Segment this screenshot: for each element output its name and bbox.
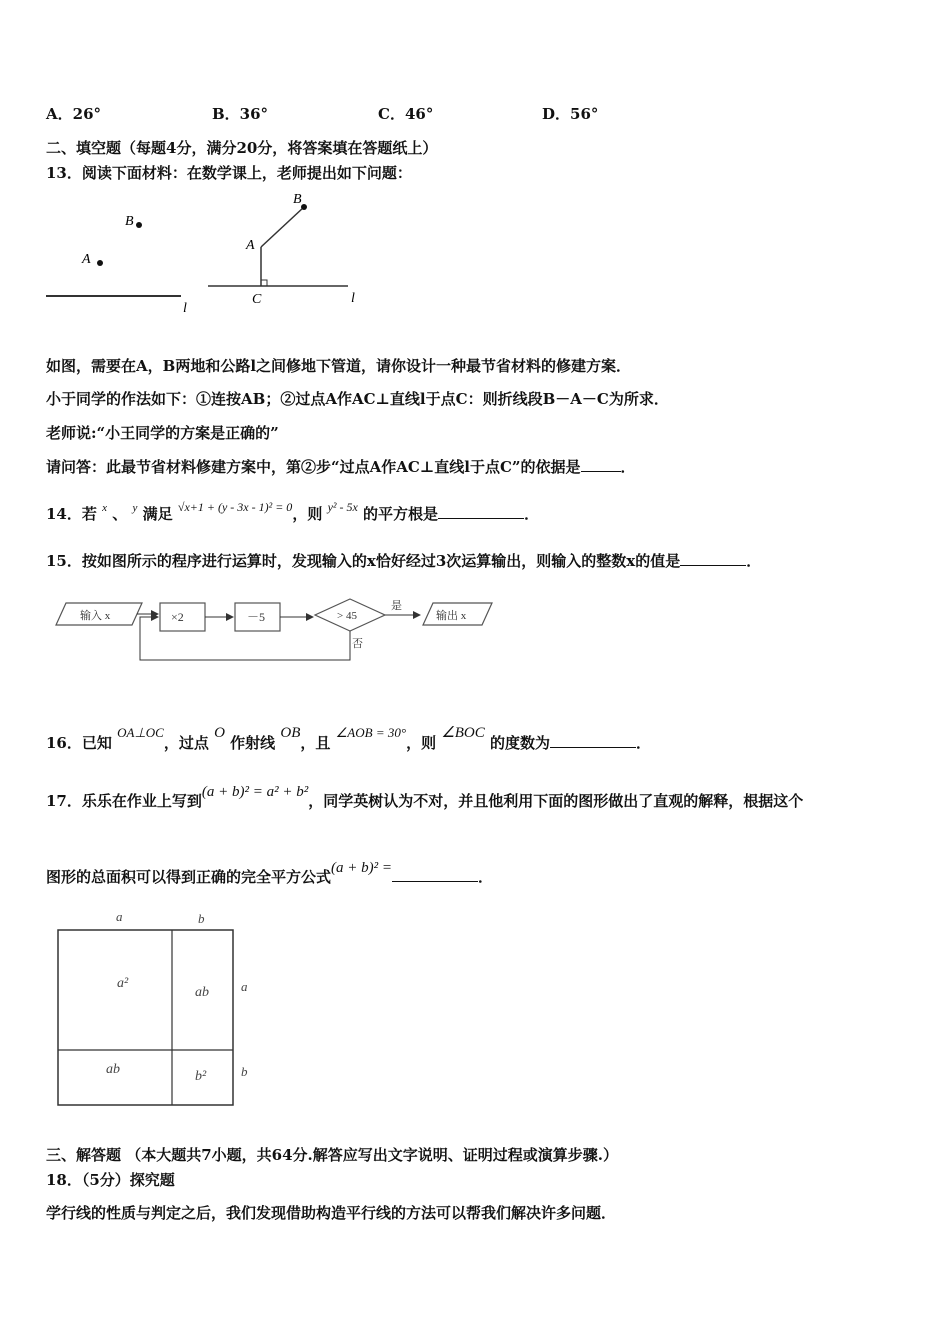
cell-a-squared: a²	[117, 976, 129, 991]
q16-mid1: ，过点	[163, 734, 209, 752]
right-point-c-label: C	[252, 292, 262, 307]
flow-times2-label: ×2	[171, 610, 184, 624]
right-line-label: l	[351, 291, 355, 306]
option-a: A．26°	[46, 105, 102, 123]
figure-right-b: b	[241, 1064, 248, 1079]
q14-answer-blank	[438, 504, 524, 519]
q14-then: ，则	[292, 505, 323, 523]
q16-mid4: ，则	[406, 734, 437, 752]
q17-line2-text: 图形的总面积可以得到正确的完全平方公式	[46, 868, 332, 886]
q15-line	[46, 550, 761, 571]
q14-end: ．	[524, 505, 540, 523]
q17-line2	[46, 860, 494, 887]
flow-compare-label: > 45	[337, 610, 357, 622]
q14-var-x: x	[102, 502, 107, 514]
q13-line4	[46, 456, 636, 477]
q16-end: ．	[636, 734, 652, 752]
q17-expression2: (a + b)² =	[331, 860, 392, 876]
q14-suffix: 的平方根是	[363, 505, 439, 523]
q14-mid: 满足	[142, 505, 173, 523]
section2-heading: 二、填空题（每题4分，满分20分，将答案填在答题纸上）	[46, 139, 438, 157]
flow-no-label: 否	[352, 638, 363, 650]
q16-expression3: ∠BOC	[441, 725, 485, 741]
left-point-a-label: A	[82, 252, 91, 267]
segment-ab	[261, 207, 304, 247]
right-point-b-label: B	[293, 192, 302, 207]
q17-prefix: 17．乐乐在作业上写到	[46, 792, 202, 810]
q16-ray: OB	[280, 725, 301, 741]
q15-answer-blank	[680, 551, 746, 566]
cell-ab-right: ab	[195, 985, 209, 1000]
q14-prefix: 14．若	[46, 505, 97, 523]
q13-answer-blank	[581, 457, 621, 472]
q17-line1	[46, 784, 804, 811]
right-point-b-dot	[301, 204, 307, 210]
q16-expression1: OA⊥OC	[117, 725, 164, 740]
q14-line	[46, 500, 540, 524]
q13-line3: 老师说:“小王同学的方案是正确的”	[46, 424, 279, 442]
q17-answer-blank	[392, 867, 478, 882]
flow-output-label: 输出 x	[436, 610, 467, 622]
q15-flowchart	[50, 595, 500, 665]
cell-b-squared: b²	[195, 1069, 207, 1084]
q14-expression: √x+1 + (y - 3x - 1)² = 0	[177, 500, 293, 514]
q17-expression1: (a + b)² = a² + b²	[201, 784, 309, 800]
q14-expression2: y² - 5x	[327, 500, 358, 514]
q13-end: ．	[620, 458, 636, 476]
q14-sep: 、	[112, 505, 128, 523]
option-b: B．36°	[212, 105, 269, 123]
q15-text: 15．按如图所示的程序进行运算时，发现输入的x恰好经过3次运算输出，则输入的整数x的值是	[46, 552, 681, 570]
q17-square-figure	[50, 905, 270, 1110]
q18-text: 学行线的性质与判定之后，我们发现借助构造平行线的方法可以帮我们解决许多问题．	[46, 1204, 617, 1222]
q16-expression2: ∠AOB = 30°	[335, 725, 407, 740]
q14-var-y: y	[132, 502, 138, 514]
figure-top-a: a	[116, 909, 123, 924]
flow-yes-label: 是	[391, 600, 402, 612]
q16-suffix: 的度数为	[490, 734, 551, 752]
q13-intro: 13．阅读下面材料：在数学课上，老师提出如下问题：	[46, 164, 412, 182]
q13-line1: 如图，需要在A，B两地和公路l之间修地下管道，请你设计一种最节省材料的修建方案．	[46, 357, 632, 375]
q16-mid3: ，且	[300, 734, 331, 752]
flow-minus5-label: －5	[247, 610, 266, 624]
option-d: D．56°	[542, 105, 599, 123]
q17-end: ．	[478, 868, 494, 886]
q13-question: 请问答：此最节省材料修建方案中，第②步“过点A作AC⊥直线l于点C”的依据是	[46, 458, 581, 476]
right-angle-mark	[261, 280, 267, 286]
q16-prefix: 16．已知	[46, 734, 112, 752]
left-line-label: l	[183, 301, 187, 316]
q17-rest: ，同学英树认为不对，并且他利用下面的图形做出了直观的解释，根据这个	[308, 792, 804, 810]
figure-top-b: b	[198, 911, 205, 926]
cell-ab-bottom: ab	[106, 1062, 120, 1077]
left-point-b-label: B	[125, 214, 134, 229]
option-c: C．46°	[378, 105, 434, 123]
left-point-b-dot	[136, 222, 142, 228]
section3-heading: 三、解答题 （本大题共7小题，共64分.解答应写出文字说明、证明过程或演算步骤.）	[46, 1146, 618, 1164]
q15-end: ．	[746, 552, 762, 570]
q16-point-o: O	[214, 725, 225, 741]
q18-title: 18．（5分）探究题	[46, 1171, 175, 1189]
figure-right-a: a	[241, 979, 248, 994]
q16-mid2: 作射线	[230, 734, 276, 752]
left-point-a-dot	[97, 260, 103, 266]
figure-outer-square	[58, 930, 233, 1105]
q13-figure	[40, 185, 370, 320]
q13-line2: 小于同学的作法如下：①连按AB；②过点A作AC⊥直线l于点C：则折线段B－A－C为所求．	[46, 390, 669, 408]
right-point-a-label: A	[246, 238, 255, 253]
flow-input-label: 输入 x	[80, 610, 111, 622]
q16-line	[46, 725, 652, 753]
q16-answer-blank	[550, 733, 636, 748]
